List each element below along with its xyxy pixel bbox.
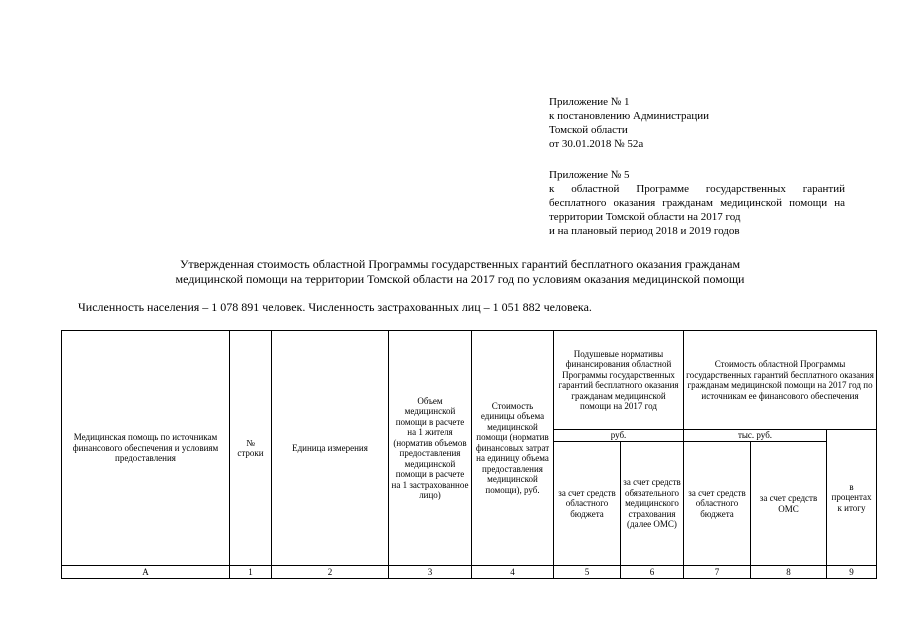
header-col-6: за счет средств обязательного медицинского страхования (далее ОМС) <box>621 442 684 566</box>
appendix-5-heading: Приложение № 5 <box>549 169 630 181</box>
header-col-9: в процентах к итогу <box>827 430 877 566</box>
header-col-4: Стоимость единицы объема медицинской помощи (норматив финансовых затрат на единицу объема предоставления медицинской помощи), руб. <box>472 331 554 566</box>
appendix-1-line: от 30.01.2018 № 52а <box>549 138 644 150</box>
column-number: 1 <box>230 566 272 579</box>
appendix-1-line: Томской области <box>549 124 628 136</box>
appendix-5-text: к областной Программе государственных гарантий бесплатного оказания гражданам медицинской помощи на территории Томской области на 2017 год <box>549 183 845 223</box>
column-number: 2 <box>272 566 389 579</box>
column-number: А <box>62 566 230 579</box>
header-group-per-capita: Подушевые нормативы финансирования областной Программы государственных гарантий бесплатного оказания гражданам медицинской помощи на 2017 год <box>554 331 684 430</box>
column-number: 5 <box>554 566 621 579</box>
column-number: 8 <box>751 566 827 579</box>
cost-table <box>61 330 877 579</box>
column-number: 6 <box>621 566 684 579</box>
document-title-line: медицинской помощи на территории Томской области на 2017 год по условиям оказания медицинской помощи <box>175 272 745 286</box>
header-col-8: за счет средств ОМС <box>751 442 827 566</box>
column-number: 9 <box>827 566 877 579</box>
document-title <box>80 257 840 287</box>
column-number: 3 <box>389 566 472 579</box>
column-number: 4 <box>472 566 554 579</box>
header-unit-thousand-rub: тыс. руб. <box>684 430 827 442</box>
appendix-1-block <box>549 95 845 151</box>
appendix-1-line: Приложение № 1 <box>549 96 630 108</box>
header-unit-rub: руб. <box>554 430 684 442</box>
document-title-line: Утвержденная стоимость областной Программы государственных гарантий бесплатного оказания гражданам <box>179 257 741 271</box>
appendix-5-block <box>549 168 845 238</box>
header-group-cost: Стоимость областной Программы государственных гарантий бесплатного оказания гражданам медицинской помощи на 2017 год по источникам ее финансового обеспечения <box>684 331 877 430</box>
column-number-row <box>62 566 877 579</box>
appendix-1-line: к постановлению Администрации <box>549 110 710 122</box>
header-col-a: Медицинская помощь по источникам финансового обеспечения и условиям предоставления <box>62 331 230 566</box>
header-col-5: за счет средств областного бюджета <box>554 442 621 566</box>
population-line: Численность населения – 1 078 891 человек. Численность застрахованных лиц – 1 051 882 человека. <box>78 300 592 314</box>
header-col-3: Объем медицинской помощи в расчете на 1 жителя (норматив объемов предоставления медицинской помощи в расчете на 1 застрахованное лицо) <box>389 331 472 566</box>
column-number: 7 <box>684 566 751 579</box>
appendix-5-last-line: и на плановый период 2018 и 2019 годов <box>549 225 740 237</box>
header-col-1: № строки <box>230 331 272 566</box>
header-col-2: Единица измерения <box>272 331 389 566</box>
header-col-7: за счет средств областного бюджета <box>684 442 751 566</box>
